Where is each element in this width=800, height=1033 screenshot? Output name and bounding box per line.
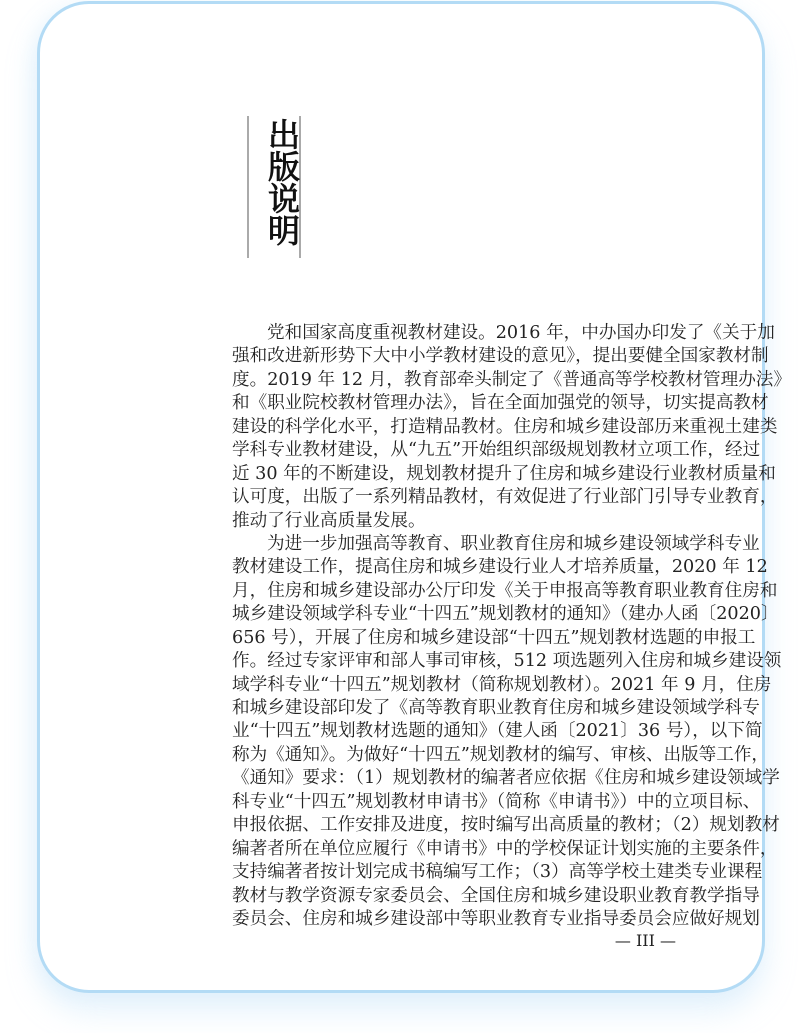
text-line: 推动了行业高质量发展。 (232, 510, 426, 531)
text-line: 和城乡建设部印发了《高等教育职业教育住房和城乡建设领域学科专 (232, 698, 760, 718)
title-frame (247, 116, 301, 258)
text-line: 月，住房和城乡建设部办公厅印发《关于申报高等教育职业教育住房和 (232, 580, 778, 601)
text-line: 支持编著者按计划完成书稿编写工作；（3）高等学校土建类专业课程 (232, 862, 763, 883)
text-line: 度。2019 年 12 月，教育部牵头制定了《普通高等学校教材管理办法》 (232, 369, 791, 390)
text-line: 学科专业教材建设，从“九五”开始组织部级规划教材立项工作，经过 (232, 440, 761, 461)
text-line: 作。经过专家评审和部人事司审核，512 项选题列入住房和城乡建设领 (232, 651, 782, 672)
text-line: 申报依据、工作安排及进度，按时编写出高质量的教材；（2）规划教材 (232, 815, 780, 836)
paragraph-1 (232, 322, 791, 533)
paragraph-2 (232, 533, 782, 931)
document-body (232, 322, 791, 931)
page-number: — III — (614, 931, 676, 950)
text-line: 称为《通知》。为做好“十四五”规划教材的编写、审核、出版等工作， (232, 744, 770, 765)
text-line: 《通知》要求：（1）规划教材的编著者应依据《住房和城乡建设领域学 (232, 768, 780, 789)
text-line: 强和改进新形势下大中小学教材建设的意见》，提出要健全国家教材制 (232, 346, 769, 367)
text-line: 教材建设工作，提高住房和城乡建设行业人才培养质量，2020 年 12 (232, 557, 768, 578)
text-line: 建设的科学化水平，打造精品教材。住房和城乡建设部历来重视土建类 (232, 416, 778, 437)
text-line: 科专业“十四五”规划教材申请书》（简称《申请书》）中的立项目标、 (232, 791, 761, 812)
page-title: 出版说明 (263, 118, 301, 246)
text-line: 委员会、住房和城乡建设部中等职业教育专业指导委员会应做好规划 (232, 908, 760, 929)
text-line: 编著者所在单位应履行《申请书》中的学校保证计划实施的主要条件， (232, 838, 778, 859)
text-line: 业“十四五”规划教材选题的通知》（建人函〔2021〕36 号），以下简 (232, 721, 763, 742)
text-line: 和《职业院校教材管理办法》，旨在全面加强党的领导，切实提高教材 (232, 393, 769, 414)
text-line: 为进一步加强高等教育、职业教育住房和城乡建设领域学科专业 (267, 533, 760, 554)
text-line: 认可度，出版了一系列精品教材，有效促进了行业部门引导专业教育， (232, 487, 778, 508)
text-line: 近 30 年的不断建设，规划教材提升了住房和城乡建设行业教材质量和 (232, 463, 776, 484)
text-line: 城乡建设领域学科专业“十四五”规划教材的通知》（建办人函〔2020〕 (232, 604, 779, 625)
text-line: 域学科专业“十四五”规划教材（简称规划教材）。2021 年 9 月，住房 (232, 674, 772, 695)
text-line: 教材与教学资源专家委员会、全国住房和城乡建设职业教育教学指导 (232, 885, 760, 906)
text-line: 656 号），开展了住房和城乡建设部“十四五”规划教材选题的申报工 (232, 627, 756, 648)
text-line: 党和国家高度重视教材建设。2016 年，中办国办印发了《关于加 (267, 323, 775, 343)
